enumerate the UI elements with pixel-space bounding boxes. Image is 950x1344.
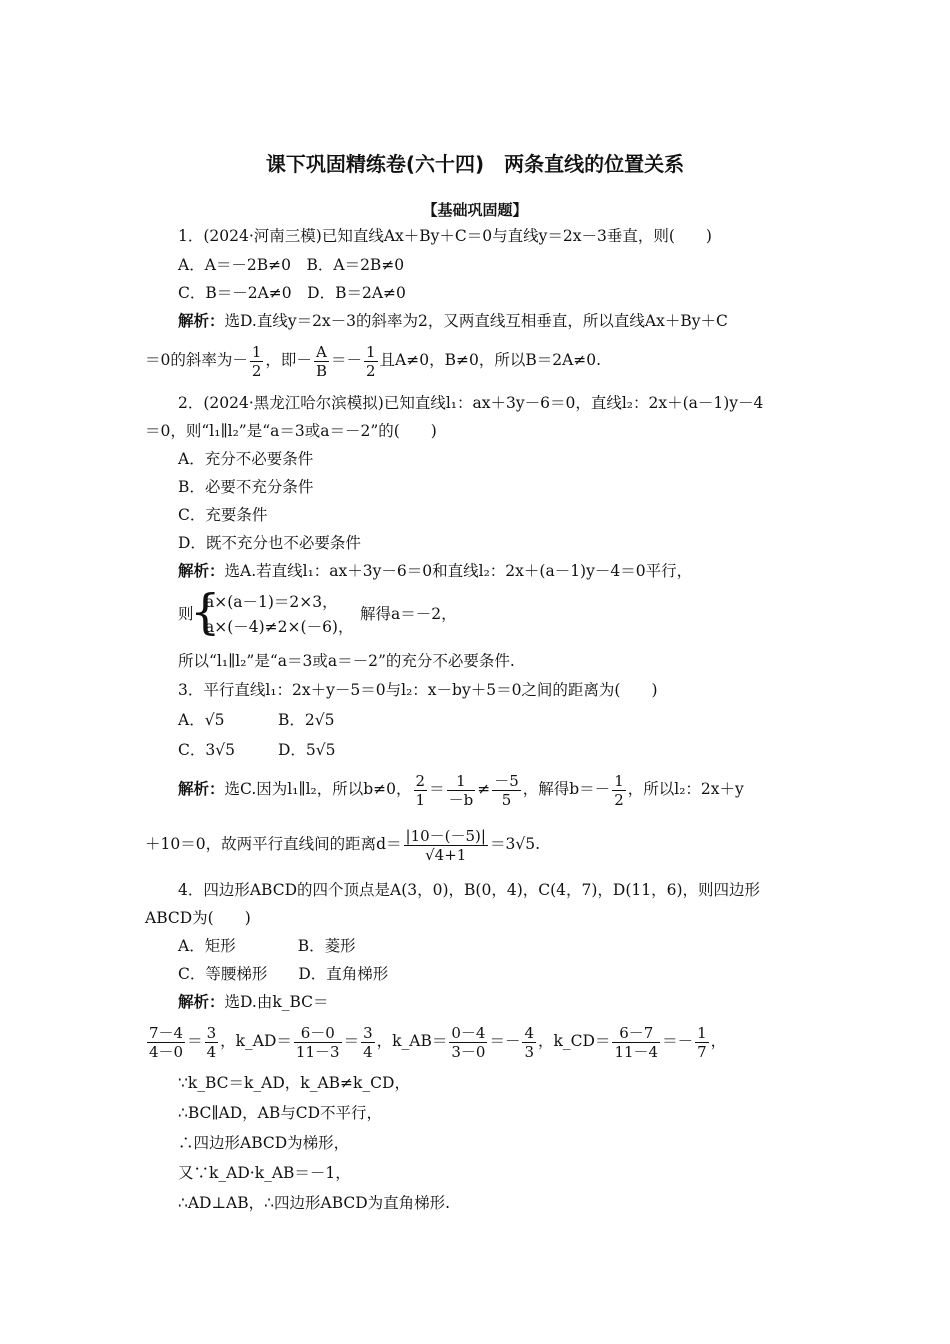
q2-option-c: C．充要条件 bbox=[178, 506, 268, 524]
fraction: $\frac{2}{1}$ bbox=[415, 771, 426, 809]
q2-option-a: A．充分不必要条件 bbox=[178, 450, 314, 468]
q4-step3: ∴四边形ABCD为梯形， bbox=[178, 1134, 350, 1152]
q2-system-eq2: a×(－4)≠2×(－6)， bbox=[205, 618, 354, 636]
q2-option-b: B．必要不充分条件 bbox=[178, 478, 314, 496]
q1-solution-line1: 解析：选D.直线y＝2x－3的斜率为2，又两直线互相垂直，所以直线Ax＋By＋C bbox=[178, 312, 728, 330]
q4-slopes: $\frac{7-4}{4-0}$ ＝ $\frac{3}{4}$ ，k_AD＝ $\frac{6-0}{11-3}$ ＝ $\frac{3}{4}$ ，k_AB＝ $\frac{0-4}{3-0}$ ＝－ $\frac{4}{3}$ ，k_CD＝ $\frac{6-7}{11-4}$ ＝－ $\frac{1}{7}$ ， bbox=[149, 1023, 727, 1061]
fraction: $\frac{1}{2}$ bbox=[365, 342, 376, 380]
q3-option-c: C．3√5 bbox=[178, 741, 235, 759]
q4-step2: ∴BC∥AD，AB与CD不平行， bbox=[178, 1104, 383, 1122]
q2-solve: 解得a＝－2， bbox=[360, 605, 457, 623]
q4-step4: 又∵k_AD·k_AB＝－1， bbox=[178, 1164, 351, 1182]
q2-stem-line1: 2．(2024·黑龙江哈尔滨模拟)已知直线l₁：ax＋3y－6＝0，直线l₂：2x＋(a－1)y－4 bbox=[178, 394, 764, 412]
q2-solution-line1: 解析：选A.若直线l₁：ax＋3y－6＝0和直线l₂：2x＋(a－1)y－4＝0平行， bbox=[178, 562, 693, 580]
q2-stem-line2: ＝0，则“l₁∥l₂”是“a＝3或a＝－2”的( ) bbox=[145, 422, 437, 440]
fraction: $\frac{6-0}{11-3}$ bbox=[295, 1023, 340, 1061]
q2-then: 则 bbox=[178, 605, 194, 623]
q4-options-ab: A．矩形 B．菱形 bbox=[178, 937, 356, 955]
fraction: $\frac{4}{3}$ bbox=[524, 1023, 535, 1061]
fraction: $\frac{1}{-b}$ bbox=[448, 771, 474, 809]
distance-fraction: $\frac{|10-(-5)|}{√4+1}$ bbox=[405, 826, 486, 864]
fraction: $\frac{1}{2}$ bbox=[614, 771, 624, 809]
fraction: $\frac{1}{7}$ bbox=[697, 1023, 707, 1061]
q4-solution-line1: 解析：选D.由k_BC＝ bbox=[178, 993, 329, 1011]
q4-options-cd: C．等腰梯形 D．直角梯形 bbox=[178, 965, 389, 983]
fraction: $\frac{6-7}{11-4}$ bbox=[614, 1023, 659, 1061]
q4-stem-line2: ABCD为( ) bbox=[145, 909, 251, 927]
solution-label: 解析： bbox=[178, 312, 225, 330]
fraction: $\frac{3}{4}$ bbox=[206, 1023, 217, 1061]
fraction: $\frac{7-4}{4-0}$ bbox=[149, 1023, 184, 1061]
q2-solution-conclusion: 所以“l₁∥l₂”是“a＝3或a＝－2”的充分不必要条件. bbox=[178, 652, 515, 670]
q3-stem: 3．平行直线l₁：2x＋y－5＝0与l₂：x－by＋5＝0之间的距离为( ) bbox=[178, 681, 658, 699]
fraction: $\frac{3}{4}$ bbox=[363, 1023, 373, 1061]
section-heading: 【基础巩固题】 bbox=[422, 201, 528, 219]
solution-label: 解析： bbox=[178, 780, 225, 798]
q3-option-b: B．2√5 bbox=[278, 711, 335, 729]
q3-option-d: D．5√5 bbox=[278, 741, 336, 759]
q1-options-ab: A．A＝－2B≠0 B．A＝2B≠0 bbox=[178, 256, 405, 274]
system-brace: { bbox=[190, 584, 221, 640]
q4-step5: ∴AD⊥AB，∴四边形ABCD为直角梯形. bbox=[178, 1194, 451, 1212]
q3-option-a: A．√5 bbox=[178, 711, 225, 729]
solution-label: 解析： bbox=[178, 562, 225, 580]
fraction: $\frac{-5}{5}$ bbox=[494, 771, 519, 809]
q4-step1: ∵k_BC＝k_AD，k_AB≠k_CD， bbox=[178, 1074, 410, 1092]
q1-options-cd: C．B＝－2A≠0 D．B＝2A≠0 bbox=[178, 284, 406, 302]
q2-option-d: D．既不充分也不必要条件 bbox=[178, 534, 361, 552]
q3-solution-line1: 解析：选C.因为l₁∥l₂，所以b≠0， $\frac{2}{1}$ ＝ $\frac{1}{-b}$ ≠ $\frac{-5}{5}$ ，解得b＝－ $\frac{1}{2}$ ，所以l₂：2x＋y bbox=[178, 771, 744, 809]
fraction: $\frac{0-4}{3-0}$ bbox=[451, 1023, 486, 1061]
solution-label: 解析： bbox=[178, 993, 225, 1011]
q2-system-eq1: a×(a－1)＝2×3， bbox=[205, 593, 338, 611]
q3-solution-line2: ＋10＝0，故两平行直线间的距离d＝ $\frac{|10-(-5)|}{√4+1}$ ＝3√5. bbox=[145, 826, 540, 864]
fraction: $\frac{1}{2}$ bbox=[251, 342, 262, 380]
q1-stem: 1．(2024·河南三模)已知直线Ax＋By＋C＝0与直线y＝2x－3垂直，则( ) bbox=[178, 227, 712, 245]
fraction: $\frac{A}{B}$ bbox=[315, 342, 327, 380]
q4-stem-line1: 4．四边形ABCD的四个顶点是A(3，0)，B(0，4)，C(4，7)，D(11，6)，则四边形 bbox=[178, 881, 761, 899]
page-title: 课下巩固精练卷(六十四) 两条直线的位置关系 bbox=[265, 152, 685, 176]
q1-solution-line2: ＝0的斜率为－ $\frac{1}{2}$ ，即－ $\frac{A}{B}$ ＝－ $\frac{1}{2}$ 且A≠0，B≠0，所以B＝2A≠0. bbox=[145, 342, 602, 380]
